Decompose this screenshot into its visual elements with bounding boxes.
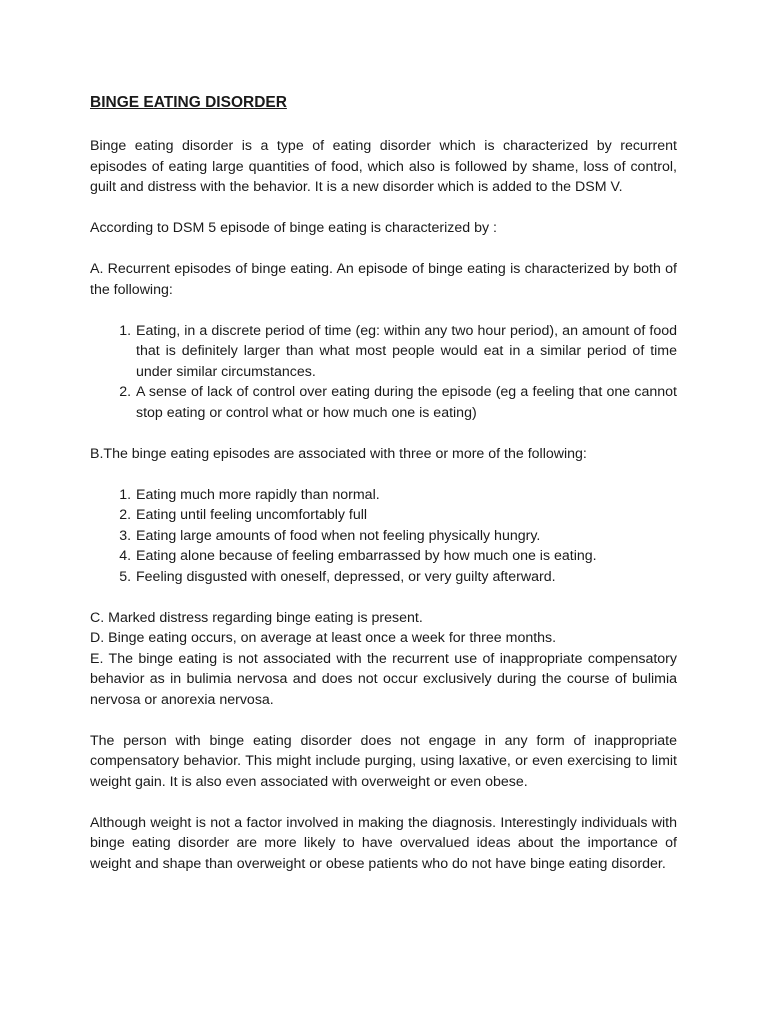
list-item: 3. Eating large amounts of food when not feeling physically hungry. <box>135 526 677 547</box>
compensatory-paragraph: The person with binge eating disorder does not engage in any form of inappropriate compensatory behavior. This might include purging, using laxative, or even exercising to limit weight gain. It is also even associated with overweight or even obese. <box>90 732 677 790</box>
list-item: 4. Eating alone because of feeling embarrassed by how much one is eating. <box>135 546 677 567</box>
list-item: 2. A sense of lack of control over eating during the episode (eg a feeling that one cannot stop eating or control what or how much one is eating) <box>135 382 677 423</box>
criterion-c: C. Marked distress regarding binge eating is present. <box>90 609 423 626</box>
criterion-b-list <box>90 485 677 588</box>
list-item: 1. Eating much more rapidly than normal. <box>135 485 677 506</box>
criterion-a-list <box>90 321 677 424</box>
document-title: BINGE EATING DISORDER <box>90 94 287 111</box>
list-item: 1. Eating, in a discrete period of time (eg: within any two hour period), an amount of food that is definitely larger than what most people would eat in a similar period of time under similar circumstances. <box>135 321 677 383</box>
document-page <box>90 93 677 874</box>
list-item: 5. Feeling disgusted with oneself, depressed, or very guilty afterward. <box>135 567 677 588</box>
intro-paragraph: Binge eating disorder is a type of eating disorder which is characterized by recurrent episodes of eating large quantities of food, which also is followed by shame, loss of control, guilt and distress with the behavior. It is a new disorder which is added to the DSM V. <box>90 138 677 195</box>
list-item: 2. Eating until feeling uncomfortably full <box>135 505 677 526</box>
criterion-e: E. The binge eating is not associated with the recurrent use of inappropriate compensatory behavior as in bulimia nervosa and does not occur exclusively during the course of bulimia nervosa or anorexia nervosa. <box>90 650 677 708</box>
criterion-a: A. Recurrent episodes of binge eating. An episode of binge eating is characterized by both of the following: <box>90 261 677 298</box>
weight-paragraph: Although weight is not a factor involved in making the diagnosis. Interestingly individuals with binge eating disorder are more likely to have overvalued ideas about the importance of weight and shape than overweight or obese patients who do not have binge eating disorder. <box>90 814 677 872</box>
criterion-d: D. Binge eating occurs, on average at least once a week for three months. <box>90 630 557 646</box>
criterion-b: B.The binge eating episodes are associated with three or more of the following: <box>90 445 587 462</box>
dsm-lead-paragraph: According to DSM 5 episode of binge eating is characterized by : <box>90 220 497 236</box>
